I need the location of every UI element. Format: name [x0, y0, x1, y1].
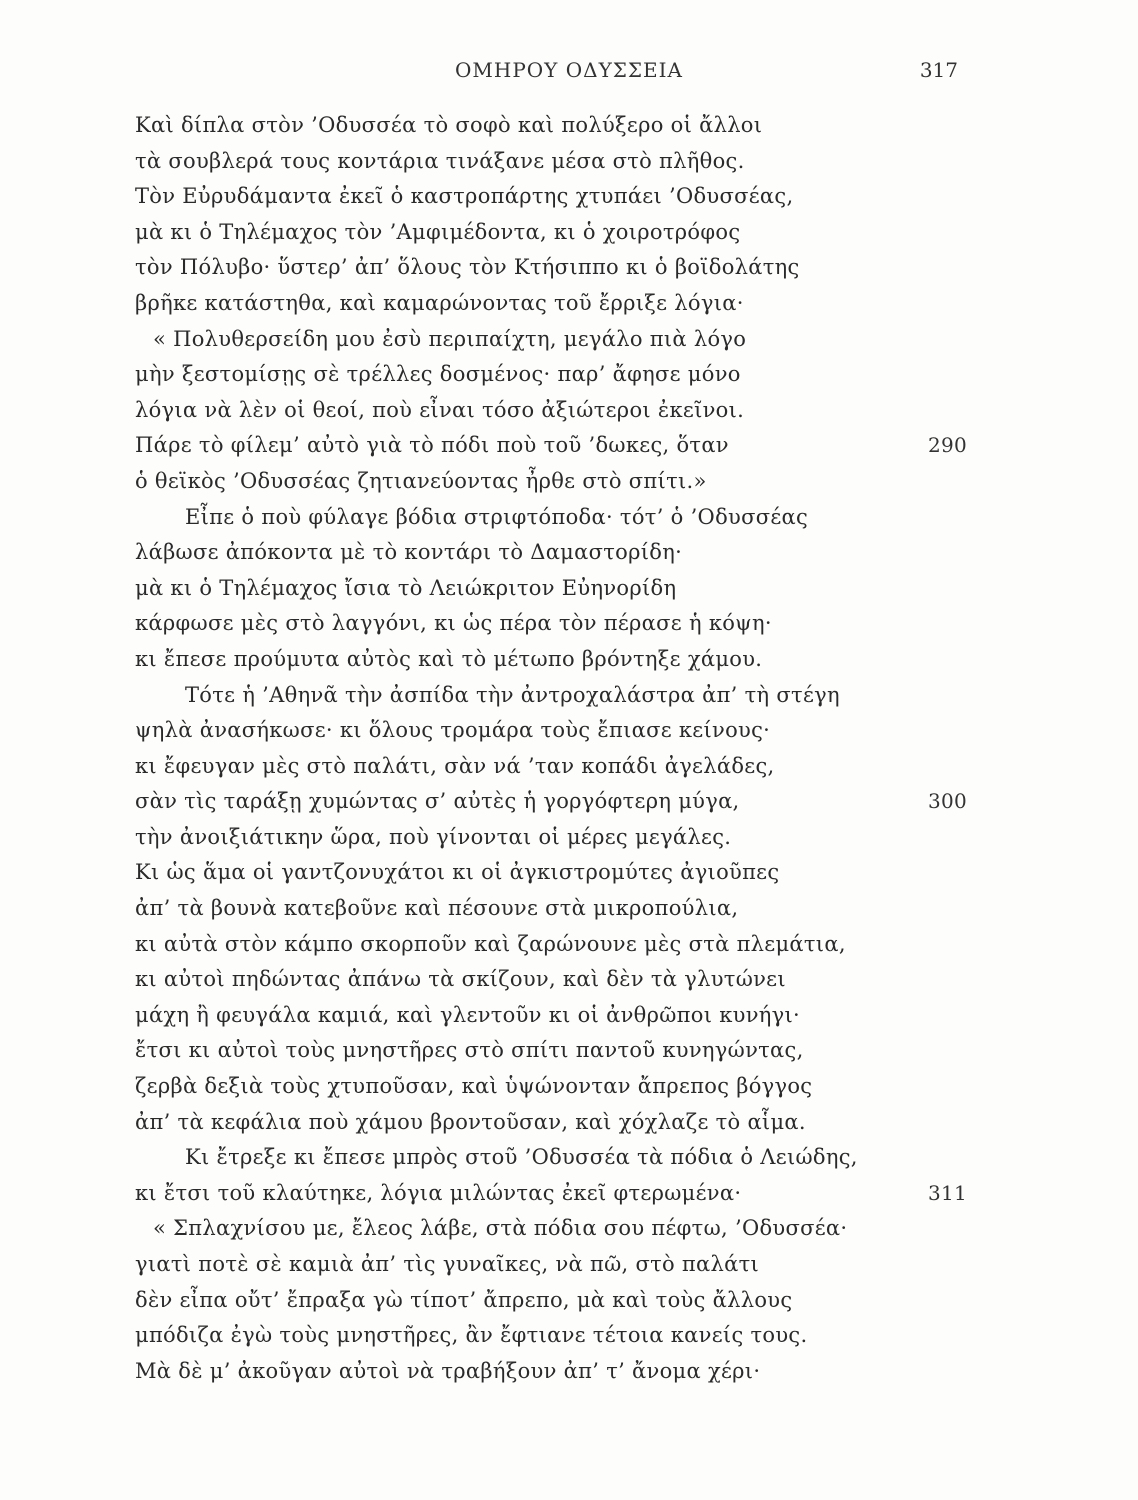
verse-line	[135, 784, 1005, 820]
verse-line	[135, 1069, 1005, 1105]
verse-line	[135, 927, 1005, 963]
verse-line	[135, 1247, 1005, 1283]
verse-text: ζερβὰ δεξιὰ τοὺς χτυποῦσαν, καὶ ὑψώνονταν ἄπρεπος βόγγος	[135, 1074, 813, 1099]
verse-line	[135, 500, 1005, 536]
verse-line	[135, 393, 1005, 429]
verse-line	[135, 535, 1005, 571]
verse-text: Κι ὡς ἅμα οἱ γαντζονυχάτοι κι οἱ ἀγκιστρομύτες ἀγιοῦπες	[135, 860, 780, 885]
verse-line	[135, 1211, 1005, 1247]
verse-line	[135, 428, 1005, 464]
verse-text: δὲν εἶπα οὔτ’ ἔπραξα γὼ τίποτ’ ἄπρεπο, μὰ καὶ τοὺς ἄλλους	[135, 1287, 793, 1312]
page-number: 317	[919, 58, 958, 82]
verse-text: σὰν τὶς ταράξῃ χυμώντας σ’ αὐτὲς ἡ γοργόφτερη μύγα,	[135, 789, 740, 814]
verse-text: λάβωσε ἀπόκοντα μὲ τὸ κοντάρι τὸ Δαμαστορίδη·	[135, 540, 683, 565]
verse-block	[135, 108, 1005, 1389]
verse-line	[135, 678, 1005, 714]
verse-line	[135, 855, 1005, 891]
verse-text: μὰ κι ὁ Τηλέμαχος τὸν ’Αμφιμέδοντα, κι ὁ χοιροτρόφος	[135, 219, 741, 244]
line-number: 290	[928, 433, 968, 458]
verse-text: ἀπ’ τὰ βουνὰ κατεβοῦνε καὶ πέσουνε στὰ μικροπούλια,	[135, 896, 739, 921]
line-number: 311	[928, 1180, 968, 1205]
verse-line	[135, 713, 1005, 749]
verse-text: μπόδιζα ἐγὼ τοὺς μνηστῆρες, ἂν ἔφτιανε τέτοια κανείς τους.	[135, 1323, 808, 1348]
verse-text: « Σπλαχνίσου με, ἔλεος λάβε, στὰ πόδια σου πέφτω, ’Οδυσσέα·	[153, 1216, 848, 1241]
verse-line	[135, 1105, 1005, 1141]
verse-text: τὰ σουβλερά τους κοντάρια τινάξανε μέσα στὸ πλῆθος.	[135, 148, 745, 173]
verse-text: Πάρε τὸ φίλεμ’ αὐτὸ γιὰ τὸ πόδι ποὺ τοῦ ’δωκες, ὅταν	[135, 433, 729, 458]
running-title: ΟΜΗΡΟΥ ΟΔΥΣΣΕΙΑ	[455, 58, 683, 82]
verse-text: Εἶπε ὁ ποὺ φύλαγε βόδια στριφτόποδα· τότ’ ὁ ’Οδυσσέας	[185, 504, 809, 529]
verse-text: Κι ἔτρεξε κι ἔπεσε μπρὸς στοῦ ’Οδυσσέα τὰ πόδια ὁ Λειώδης,	[185, 1145, 858, 1170]
verse-line	[135, 1283, 1005, 1319]
verse-line	[135, 1354, 1005, 1390]
verse-text: ὁ θεϊκὸς ’Οδυσσέας ζητιανεύοντας ἦρθε στὸ σπίτι.»	[135, 468, 707, 493]
verse-text: Τὸν Εὐρυδάμαντα ἐκεῖ ὁ καστροπάρτης χτυπάει ’Οδυσσέας,	[135, 184, 794, 209]
verse-text: μὴν ξεστομίσῃς σὲ τρέλλες δοσμένος· παρ’ ἄφησε μόνο	[135, 362, 741, 387]
verse-text: « Πολυθερσείδη μου ἐσὺ περιπαίχτη, μεγάλο πιὰ λόγο	[153, 326, 747, 351]
verse-text: κι ἔπεσε προύμυτα αὐτὸς καὶ τὸ μέτωπο βρόντηξε χάμου.	[135, 646, 763, 671]
verse-text: ψηλὰ ἀνασήκωσε· κι ὅλους τρομάρα τοὺς ἔπιασε κείνους·	[135, 718, 771, 743]
verse-line	[135, 820, 1005, 856]
verse-text: ἀπ’ τὰ κεφάλια ποὺ χάμου βροντοῦσαν, καὶ χόχλαζε τὸ αἷμα.	[135, 1109, 806, 1134]
verse-line	[135, 642, 1005, 678]
verse-line	[135, 962, 1005, 998]
verse-text: κι ἔφευγαν μὲς στὸ παλάτι, σὰν νά ’ταν κοπάδι ἀγελάδες,	[135, 753, 775, 778]
verse-text: Μὰ δὲ μ’ ἀκοῦγαν αὐτοὶ νὰ τραβήξουν ἀπ’ τ’ ἄνομα χέρι·	[135, 1358, 761, 1383]
verse-line	[135, 749, 1005, 785]
verse-text: κι ἔτσι τοῦ κλαύτηκε, λόγια μιλώντας ἐκεῖ φτερωμένα·	[135, 1180, 742, 1205]
verse-line	[135, 1140, 1005, 1176]
verse-line	[135, 286, 1005, 322]
verse-line	[135, 998, 1005, 1034]
verse-text: τὴν ἀνοιξιάτικην ὥρα, ποὺ γίνονται οἱ μέρες μεγάλες.	[135, 824, 732, 849]
verse-text: ἔτσι κι αὐτοὶ τοὺς μνηστῆρες στὸ σπίτι παντοῦ κυνηγώντας,	[135, 1038, 804, 1063]
verse-text: λόγια νὰ λὲν οἱ θεοί, ποὺ εἶναι τόσο ἀξιώτεροι ἐκεῖνοι.	[135, 397, 745, 422]
verse-text: τὸν Πόλυβο· ὕστερ’ ἀπ’ ὅλους τὸν Κτήσιππο κι ὁ βοϊδολάτης	[135, 255, 800, 280]
verse-text: Τότε ἡ ’Αθηνᾶ τὴν ἀσπίδα τὴν ἀντροχαλάστρα ἀπ’ τὴ στέγη	[185, 682, 840, 707]
verse-line	[135, 250, 1005, 286]
verse-line	[135, 322, 1005, 358]
verse-line	[135, 464, 1005, 500]
verse-line	[135, 1176, 1005, 1212]
verse-line	[135, 144, 1005, 180]
verse-text: κάρφωσε μὲς στὸ λαγγόνι, κι ὡς πέρα τὸν πέρασε ἡ κόψη·	[135, 611, 772, 636]
verse-text: γιατὶ ποτὲ σὲ καμιὰ ἀπ’ τὶς γυναῖκες, νὰ πῶ, στὸ παλάτι	[135, 1252, 760, 1276]
verse-line	[135, 357, 1005, 393]
line-number: 300	[928, 789, 968, 814]
verse-line	[135, 215, 1005, 251]
verse-text: βρῆκε κατάστηθα, καὶ καμαρώνοντας τοῦ ἔρριξε λόγια·	[135, 290, 744, 315]
verse-text: μάχη ἢ φευγάλα καμιά, καὶ γλεντοῦν κι οἱ ἀνθρῶποι κυνήγι·	[135, 1002, 801, 1027]
page-header	[0, 58, 1138, 88]
verse-line	[135, 606, 1005, 642]
verse-text: κι αὐτοὶ πηδώντας ἀπάνω τὰ σκίζουν, καὶ δὲν τὰ γλυτώνει	[135, 967, 786, 992]
verse-line	[135, 891, 1005, 927]
verse-text: μὰ κι ὁ Τηλέμαχος ἴσια τὸ Λειώκριτον Εὐηνορίδη	[135, 575, 677, 600]
verse-line	[135, 1033, 1005, 1069]
verse-line	[135, 179, 1005, 215]
verse-line	[135, 571, 1005, 607]
verse-line	[135, 1318, 1005, 1354]
verse-text: κι αὐτὰ στὸν κάμπο σκορποῦν καὶ ζαρώνουνε μὲς στὰ πλεμάτια,	[135, 931, 846, 956]
verse-line	[135, 108, 1005, 144]
verse-text: Καὶ δίπλα στὸν ’Οδυσσέα τὸ σοφὸ καὶ πολύξερο οἱ ἄλλοι	[135, 113, 763, 137]
